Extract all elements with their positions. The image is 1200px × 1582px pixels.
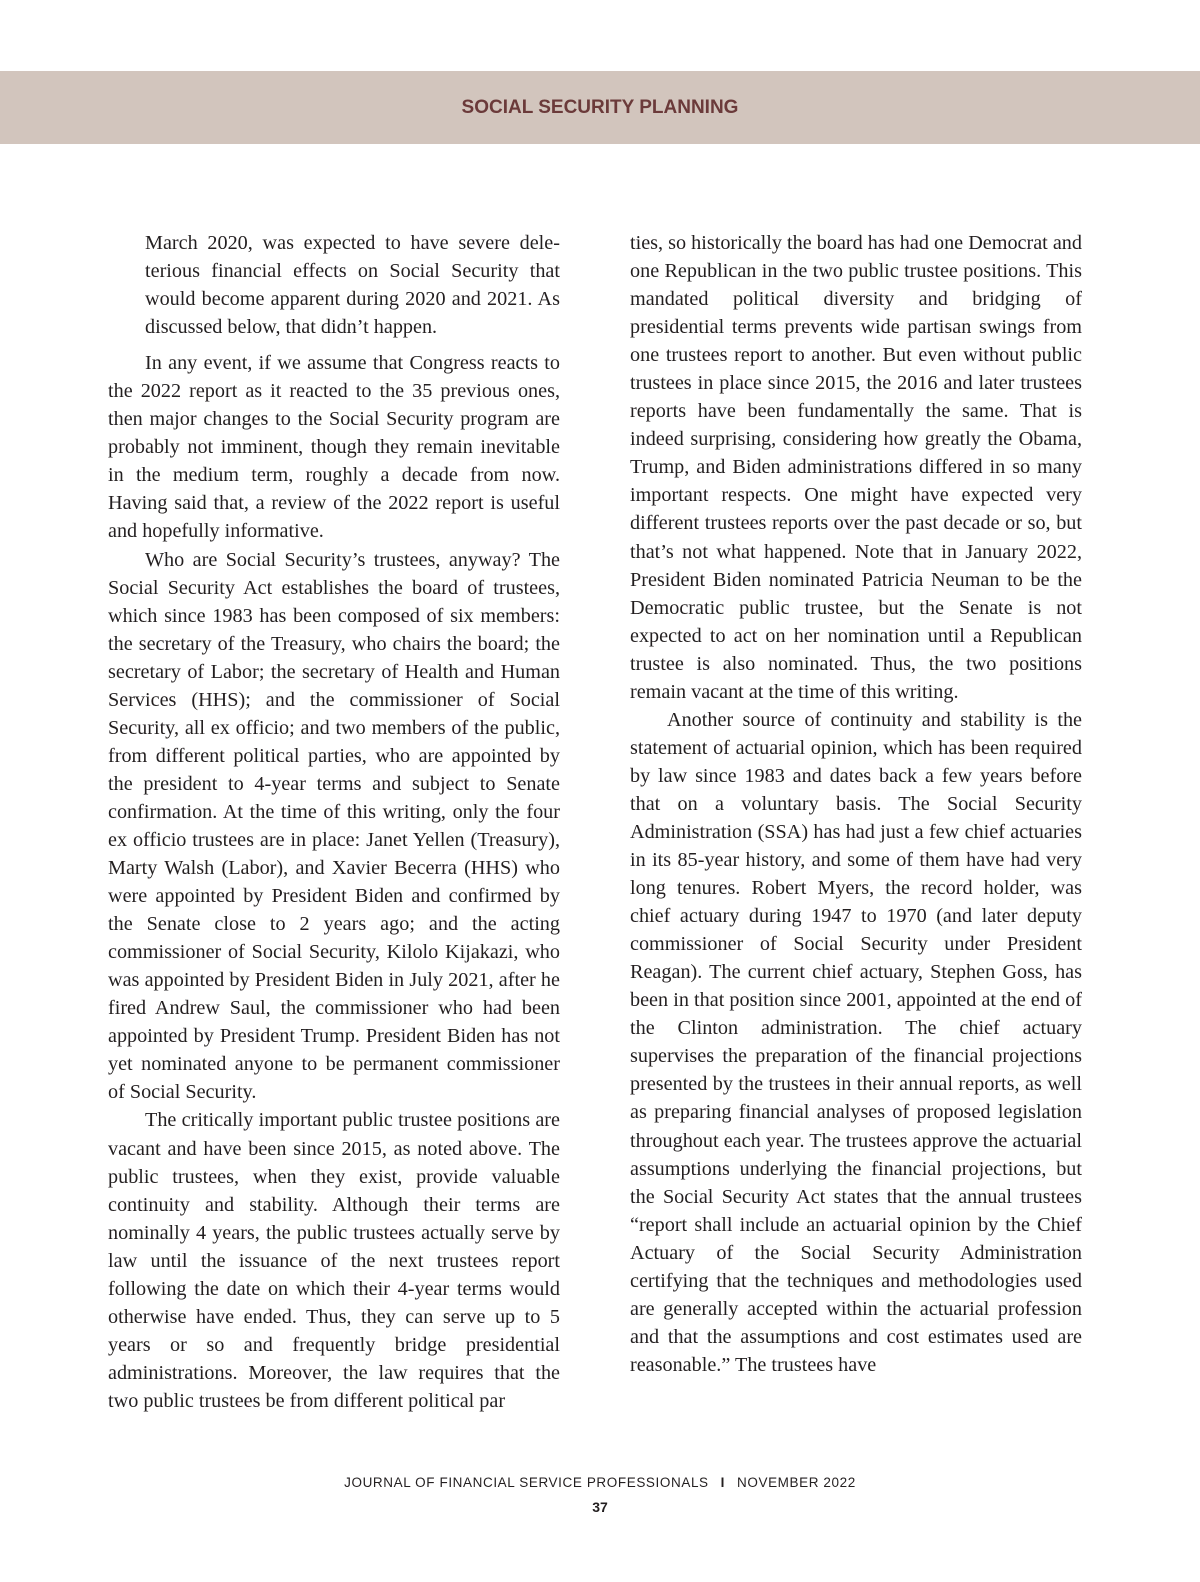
paragraph: Who are Social Security’s trustees, anyway? The Social Security Act establishes the board of trustees, which since 1983 has been composed of six members: the secretary of the Treasury, who chairs the board; the secretary of Labor; the secretary of Health and Human Services (HHS); and the commissioner of Social Security, all ex officio; and two members of the public, from different political parties, who are appointed by the president to 4-year terms and subject to Senate confirmation. At the time of this writing, only the four ex officio trustees are in place: Janet Yellen (Treasury), Marty Walsh (Labor), and Xavier Becerra (HHS) who were appointed by President Biden and confirmed by the Senate close to 2 years ago; and the acting commissioner of Social Security, Kilolo Kijakazi, who was appointed by President Biden in July 2021, after he fired Andrew Saul, the commissioner who had been appointed by President Trump. President Biden has not yet nominated anyone to be permanent commissioner of Social Security. [108, 548, 560, 1104]
paragraph: ties, so historically the board has had one Democrat and one Republican in the two public trustee positions. This mandated political diversity and bridging of presidential terms prevents wide partisan swings from one trustees report to another. But even without public trustees in place since 2015, the 2016 and later trustees reports have been fundamentally the same. That is indeed surprising, considering how greatly the Obama, Trump, and Biden administrations differed in so many important respects. One might have expected very different trustees reports over the past decade or so, but that’s not what happened. Note that in January 2022, President Biden nominated Patricia Neuman to be the Democratic public trustee, but the Senate is not expected to act on her nomination until a Republican trustee is also nominated. Thus, the two positions remain vacant at the time of this writing. [630, 232, 1082, 703]
right-column [630, 229, 1082, 1379]
paragraph: The critically important public trustee positions are vacant and have been since 2015, as noted above. The public trustees, when they exist, provide valuable continuity and stability. Although their terms are nominally 4 years, the public trustees actually serve by law until the issuance of the next trustees report following the date on which their 4-year terms would otherwise have ended. Thus, they can serve up to 5 years or so and frequently bridge presidential administrations. Moreover, the law requires that the two public trustees be from different political par [108, 1109, 560, 1412]
page-number: 37 [592, 1499, 608, 1515]
left-column [108, 229, 560, 1415]
section-title: SOCIAL SECURITY PLANNING [461, 97, 739, 118]
journal-name: JOURNAL OF FINANCIAL SERVICE PROFESSIONALS [344, 1475, 709, 1490]
issue-date: NOVEMBER 2022 [737, 1475, 856, 1490]
footer [0, 1475, 1200, 1490]
footer-separator: I [720, 1475, 726, 1490]
paragraph: Another source of continuity and stability is the statement of actuarial opinion, which has been required by law since 1983 and dates back a few years before that on a voluntary basis. The Social Security Administration (SSA) has had just a few chief actuaries in its 85-year history, and some of them have had very long tenures. Robert Myers, the record holder, was chief actuary during 1947 to 1970 (and later deputy commissioner of Social Security under President Reagan). The current chief actuary, Stephen Goss, has been in that position since 2001, appointed at the end of the Clinton administration. The chief actuary supervises the preparation of the financial projections presented by the trustees in their annual reports, as well as preparing financial analyses of proposed legislation throughout each year. The trustees approve the actuarial assumptions underlying the financial projections, but the Social Security Act states that the annual trustees “report shall include an actuarial opinion by the Chief Actuary of the Social Security Administration certifying that the techniques and methodologies used are generally accepted within the actuarial profession and that the assumptions and cost estimates used are reasonable.” The trustees have [630, 708, 1082, 1376]
paragraph: In any event, if we assume that Congress reacts to the 2022 report as it reacted to the 35 previous ones, then major changes to the Social Security program are probably not imminent, though they remain inevitable in the medium term, roughly a decade from now. Having said that, a review of the 2022 report is useful and hopefully informative. [108, 352, 560, 543]
paragraph: March 2020, was expected to have severe deleterious financial effects on Social Security that would become apparent during 2020 and 2021. As discussed below, that didn’t happen. [145, 232, 560, 339]
